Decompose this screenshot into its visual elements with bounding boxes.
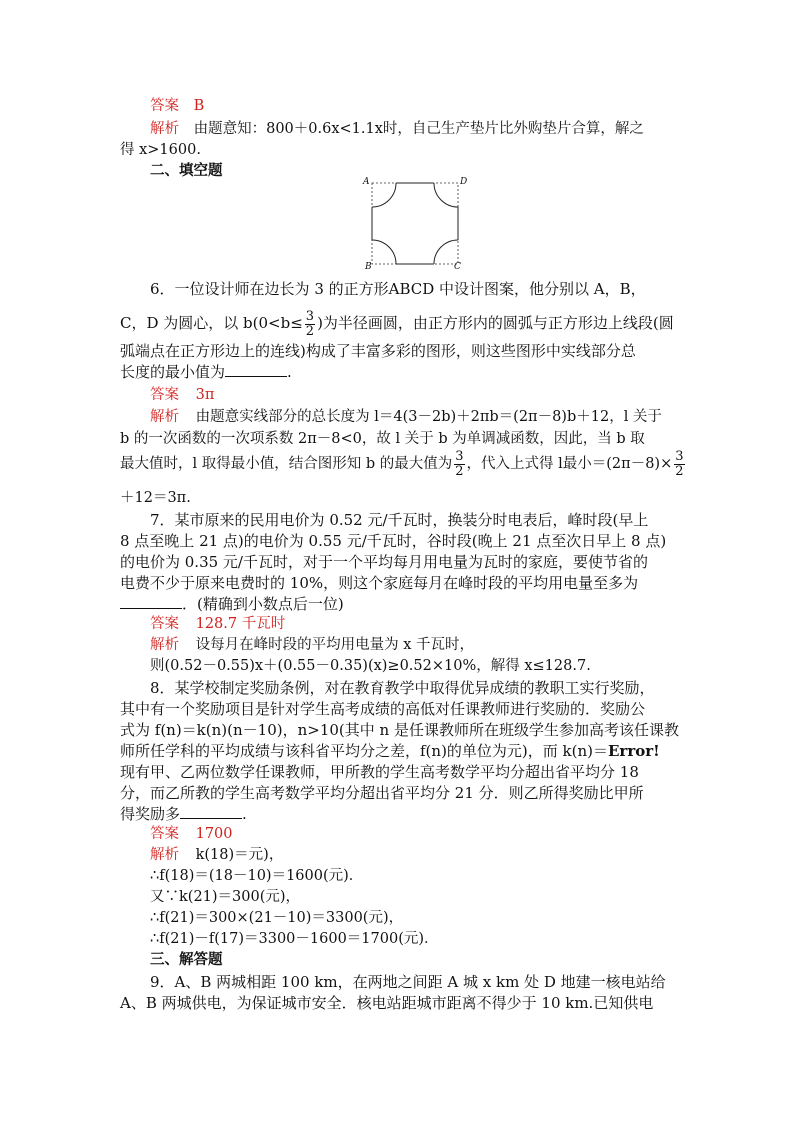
answer-label: 答案 bbox=[150, 616, 179, 632]
analysis-text: 由题意知：800＋0.6x<1.1x时，自己生产垫片比外购垫片合算，解之 bbox=[193, 121, 644, 137]
q8-line7-post: . bbox=[242, 805, 247, 823]
answer-value: B bbox=[193, 98, 205, 114]
analysis-text: 设每月在峰时段的平均用电量为 x 千瓦时， bbox=[195, 637, 475, 653]
frac-den: 2 bbox=[305, 323, 315, 339]
fraction-3-2 bbox=[305, 310, 315, 339]
q6-line1: 6．一位设计师在边长为 3 的正方形ABCD 中设计图案，他分别以 A，B， bbox=[150, 280, 646, 298]
section-title-solve: 三、解答题 bbox=[150, 951, 223, 968]
q6-analysis-line4: ＋12＝3π. bbox=[120, 490, 191, 506]
fraction-3-2 bbox=[454, 450, 464, 479]
q8-line4-pre: 师所任学科的平均成绩与该科省平均分之差，f(n)的单位为元)，而 k(n)＝ bbox=[120, 742, 608, 760]
q7-line2: 8 点至晚上 21 点)的电价为 0.55 元/千瓦时，谷时段(晚上 21 点至次日早上 8 点) bbox=[120, 532, 667, 550]
q8-answer bbox=[150, 824, 233, 844]
q9-line2: A、B 两城供电，为保证城市安全．核电站距城市距离不得少于 10 km.已知供电 bbox=[120, 994, 654, 1012]
square-diagram bbox=[360, 176, 470, 272]
q5-analysis bbox=[150, 119, 644, 139]
q6-line4 bbox=[120, 362, 292, 382]
square-figure bbox=[360, 176, 470, 272]
analysis-label: 解析 bbox=[150, 847, 179, 863]
q6-analysis-line3-mid: ，代入上式得 l最小＝(2π－8)× bbox=[466, 456, 673, 472]
q5-analysis-cont: 得 x>1600. bbox=[120, 142, 201, 158]
answer-blank bbox=[120, 594, 182, 609]
q8-line2: 其中有一个奖励项目是针对学生高考成绩的高低对任课教师进行奖励的．奖励公 bbox=[120, 700, 646, 718]
q7-analysis-line2: 则(0.52－0.55)x＋(0.55－0.35)(x)≥0.52×10%，解得 x≤128.7. bbox=[150, 658, 591, 674]
q8-line6: 分，而乙所教的学生高考数学平均分超出省平均分 21 分．则乙所得奖励比甲所 bbox=[120, 784, 644, 802]
q7-line1: 7．某市原来的民用电价为 0.52 元/千瓦时，换装分时电表后，峰时段(早上 bbox=[150, 511, 649, 529]
label-b: B bbox=[365, 262, 372, 272]
q6-line2-pre: C，D 为圆心，以 b(0<b≤ bbox=[120, 314, 303, 332]
q6-line2-post: )为半径画圆，由正方形内的圆弧与正方形边上线段(圆 bbox=[317, 314, 674, 332]
q6-answer bbox=[150, 385, 214, 405]
q8-analysis-line4: ∴f(21)＝300×(21－10)＝3300(元)， bbox=[150, 910, 404, 926]
analysis-text: k(18)＝元)， bbox=[195, 847, 284, 863]
q8-line1: 8．某学校制定奖励条例，对在教育教学中取得优异成绩的教职工实行奖励， bbox=[150, 679, 655, 697]
q9-line1: 9．A、B 两城相距 100 km，在两地之间距 A 城 x km 处 D 地建一核电站给 bbox=[150, 973, 666, 991]
answer-label: 答案 bbox=[150, 98, 179, 114]
q8-analysis bbox=[150, 845, 283, 865]
q6-line4-pre: 长度的最小值为 bbox=[120, 363, 226, 381]
section-title-fill-in: 二、填空题 bbox=[150, 162, 223, 179]
q6-analysis-line2: b 的一次函数的一次项系数 2π－8<0，故 l 关于 b 为单调减函数，因此，当 b 取 bbox=[120, 431, 645, 447]
q6-line2 bbox=[120, 306, 674, 340]
q8-line7-pre: 得奖励多 bbox=[120, 805, 181, 823]
frac-num: 3 bbox=[675, 448, 684, 464]
q6-line4-post: . bbox=[287, 363, 292, 381]
frac-den: 2 bbox=[455, 463, 464, 479]
error-text: Error! bbox=[608, 742, 660, 760]
q8-analysis-line5: ∴f(21)－f(17)＝3300－1600＝1700(元)． bbox=[150, 931, 439, 947]
frac-num: 3 bbox=[455, 448, 464, 464]
frac-den: 2 bbox=[675, 463, 684, 479]
q7-answer bbox=[150, 614, 285, 634]
label-a: A bbox=[363, 177, 370, 187]
q6-line3: 弧端点在正方形边上的连线)构成了丰富多彩的图形，则这些图形中实线部分总 bbox=[120, 342, 636, 360]
q8-line3: 式为 f(n)＝k(n)(n－10)，n>10(其中 n 是任课教师所在班级学生参加高考该任课教 bbox=[120, 721, 679, 739]
answer-label: 答案 bbox=[150, 826, 179, 842]
frac-num: 3 bbox=[305, 308, 315, 324]
answer-value: 3π bbox=[195, 387, 215, 403]
analysis-text: 由题意实线部分的总长度为 l＝4(3－2b)＋2πb＝(2π－8)b＋12，l 关于 bbox=[195, 409, 662, 425]
q6-analysis-line3-pre: 最大值时，l 取得最小值，结合图形知 b 的最大值为 bbox=[120, 456, 453, 472]
q6-analysis-line3 bbox=[120, 446, 687, 482]
q8-analysis-line3: 又∵k(21)＝300(元)， bbox=[150, 889, 301, 905]
q5-answer bbox=[150, 96, 204, 116]
answer-value: 1700 bbox=[195, 826, 233, 842]
label-d: D bbox=[460, 177, 468, 187]
analysis-label: 解析 bbox=[150, 409, 179, 425]
fraction-3-2 bbox=[674, 450, 684, 479]
answer-value: 128.7 千瓦时 bbox=[195, 616, 286, 632]
q8-line4 bbox=[120, 741, 660, 761]
analysis-label: 解析 bbox=[150, 637, 179, 653]
q8-analysis-line2: ∴f(18)＝(18－10)＝1600(元)． bbox=[150, 868, 364, 884]
q7-line5-post: ．(精确到小数点后一位) bbox=[182, 595, 344, 613]
analysis-label: 解析 bbox=[150, 121, 179, 137]
answer-blank bbox=[225, 362, 287, 377]
q7-analysis bbox=[150, 635, 474, 655]
q7-line5 bbox=[120, 594, 344, 614]
q6-analysis bbox=[150, 407, 662, 427]
answer-blank bbox=[180, 804, 242, 819]
q8-line7 bbox=[120, 804, 247, 824]
q7-line3: 的电价为 0.35 元/千瓦时，对于一个平均每月用电量为瓦时的家庭，要使节省的 bbox=[120, 553, 648, 571]
q8-line5: 现有甲、乙两位数学任课教师，甲所教的学生高考数学平均分超出省平均分 18 bbox=[120, 763, 639, 781]
q7-line4: 电费不少于原来电费时的 10%，则这个家庭每月在峰时段的平均用电量至多为 bbox=[120, 574, 639, 592]
answer-label: 答案 bbox=[150, 387, 179, 403]
label-c: C bbox=[454, 262, 461, 272]
